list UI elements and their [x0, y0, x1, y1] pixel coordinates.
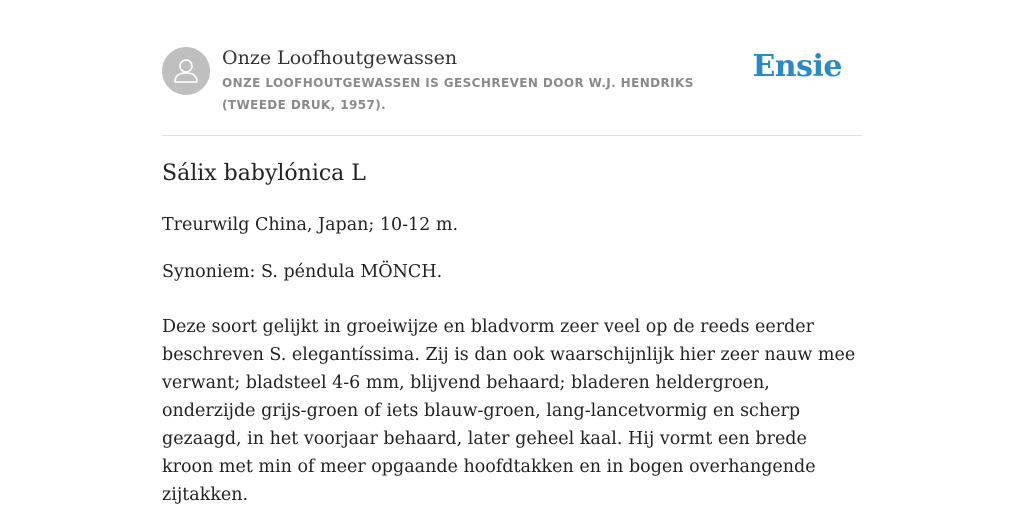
ensie-logo[interactable]: Ensie [752, 49, 842, 84]
entry-title: Sálix babylónica L [162, 161, 366, 186]
user-avatar-icon[interactable] [162, 47, 210, 95]
article-body [162, 157, 862, 509]
entry-paragraph-description: Deze soort gelijkt in groeiwijze en bladvorm zeer veel op de reeds eerder beschreven S. elegantíssima. Zij is dan ook waarschijnlijk hier zeer nauw mee verwant; bladsteel 4-6 mm, blijvend behaard; bladeren heldergroen, onderzijde grijs-groen of iets blauw-groen, lang-lancetvormig en scherp gezaagd, in het voorjaar behaard, later geheel kaal. Hij vormt een brede kroon met min of meer opgaande hoofdtakken en in bogen overhangende zijtakken. [162, 317, 856, 505]
user-silhouette-icon [162, 47, 210, 95]
entry-paragraph-common-name: Treurwilg China, Japan; 10-12 m. [162, 215, 459, 235]
source-description: ONZE LOOFHOUTGEWASSEN IS GESCHREVEN DOOR W.J. HENDRIKS (TWEEDE DRUK, 1957). [222, 76, 694, 112]
entry-paragraph-synonym: Synoniem: S. péndula MÖNCH. [162, 262, 443, 282]
header-divider [162, 135, 862, 136]
source-header [162, 45, 862, 117]
source-title[interactable]: Onze Loofhoutgewassen [222, 47, 458, 69]
